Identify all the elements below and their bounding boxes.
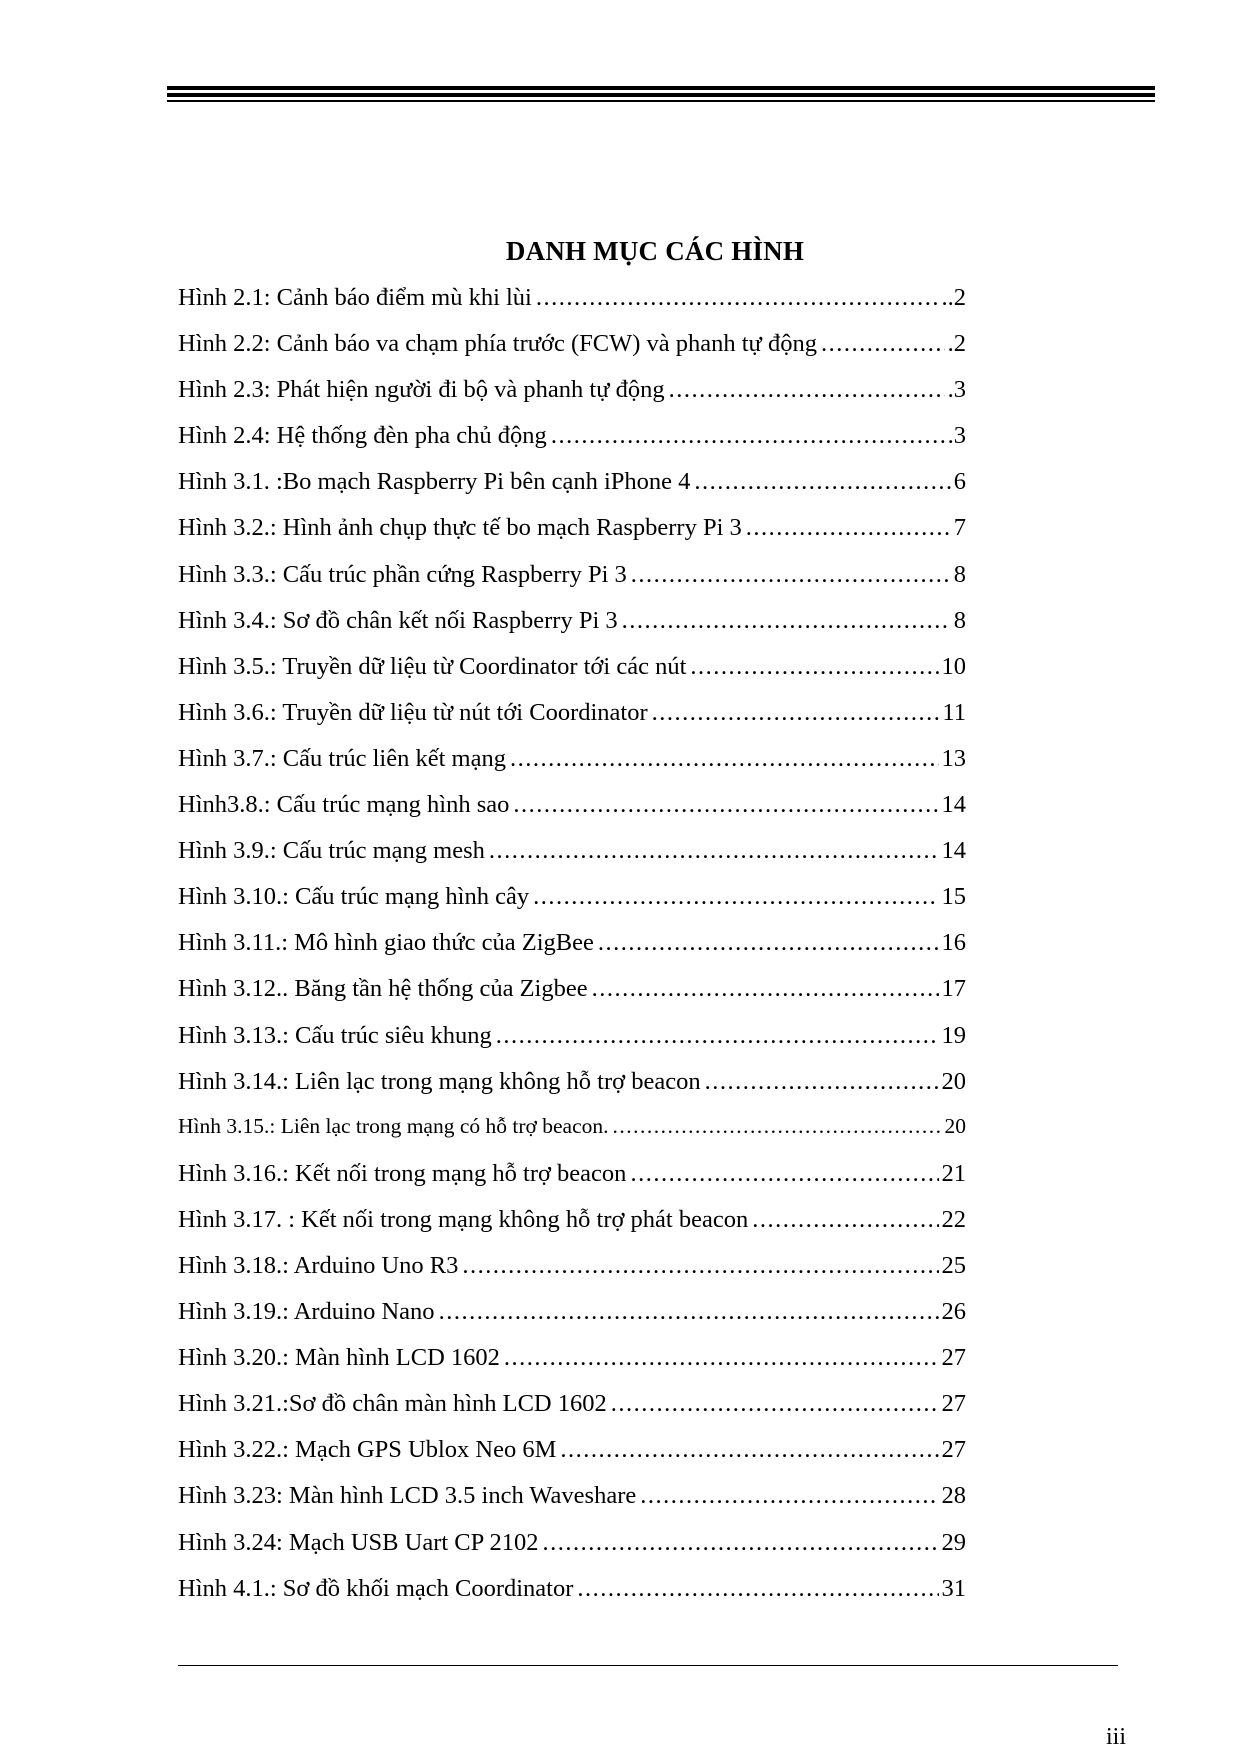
figure-caption: Hình 3.13.: Cấu trúc siêu khung xyxy=(178,1021,492,1049)
dot-leader xyxy=(652,699,940,727)
dot-leader xyxy=(622,607,951,635)
figure-page-number: 27 xyxy=(941,1436,966,1464)
figure-list-item[interactable] xyxy=(178,837,966,883)
dot-leader xyxy=(496,1022,939,1050)
figure-caption: Hình 3.22.: Mạch GPS Ublox Neo 6M xyxy=(178,1436,557,1464)
figure-caption: Hình 3.4.: Sơ đồ chân kết nối Raspberry Pi 3 xyxy=(178,606,618,634)
dot-leader xyxy=(577,1575,938,1603)
dot-leader xyxy=(536,284,939,312)
figure-list-item[interactable] xyxy=(178,1252,966,1298)
figure-list-item[interactable] xyxy=(178,699,966,745)
figure-caption: Hình 3.9.: Cấu trúc mạng mesh xyxy=(178,837,485,865)
figure-caption: Hình 3.3.: Cấu trúc phần cứng Raspberry Pi 3 xyxy=(178,560,627,588)
figure-list-item[interactable] xyxy=(178,1206,966,1252)
figure-page-number: 31 xyxy=(941,1574,966,1602)
figure-page-number: 29 xyxy=(941,1528,966,1556)
figure-caption: Hình 3.23: Màn hình LCD 3.5 inch Waveshare xyxy=(178,1482,637,1510)
dot-leader xyxy=(551,422,945,450)
figure-page-number: .2 xyxy=(947,330,966,358)
figure-caption: Hình 2.3: Phát hiện người đi bộ và phanh tự động xyxy=(178,376,665,404)
dot-leader xyxy=(542,1529,938,1557)
figure-caption: Hình 3.20.: Màn hình LCD 1602 xyxy=(178,1344,500,1372)
figure-page-number: 8 xyxy=(953,606,966,634)
figure-list-item[interactable] xyxy=(178,883,966,929)
figure-caption: Hình3.8.: Cấu trúc mạng hình sao xyxy=(178,791,510,819)
figure-page-number: 7 xyxy=(953,514,966,542)
dot-leader xyxy=(631,561,951,589)
page-title: DANH MỤC CÁC HÌNH xyxy=(505,236,805,266)
figure-caption: Hình 3.17. : Kết nối trong mạng không hỗ trợ phát beacon xyxy=(178,1205,749,1233)
figure-caption: Hình 2.4: Hệ thống đèn pha chủ động xyxy=(178,422,547,450)
figure-list-item[interactable] xyxy=(178,1575,966,1621)
figure-caption: Hình 3.16.: Kết nối trong mạng hỗ trợ beacon xyxy=(178,1159,627,1187)
dot-leader xyxy=(821,330,945,358)
figure-list-item[interactable] xyxy=(178,745,966,791)
figure-list-item[interactable] xyxy=(178,376,966,422)
figure-page-number: ..2 xyxy=(941,284,966,311)
figure-page-number: 25 xyxy=(941,1251,966,1279)
figure-caption: Hình 3.5.: Truyền dữ liệu từ Coordinator tới các nút xyxy=(178,652,687,680)
dot-leader xyxy=(513,791,938,819)
figure-list-item[interactable] xyxy=(178,1160,966,1206)
figure-page-number: .3 xyxy=(947,422,966,450)
dot-leader xyxy=(592,975,939,1003)
figure-page-number: 27 xyxy=(941,1390,966,1418)
figure-caption: Hình 3.18.: Arduino Uno R3 xyxy=(178,1251,459,1279)
figure-list-item[interactable] xyxy=(178,1068,966,1114)
figure-list-item[interactable] xyxy=(178,1114,966,1160)
dot-leader xyxy=(640,1482,938,1510)
figure-list-item[interactable] xyxy=(178,330,966,376)
figure-caption: Hình 3.12.. Băng tần hệ thống của Zigbee xyxy=(178,975,588,1003)
figure-page-number: 21 xyxy=(941,1159,966,1187)
dot-leader xyxy=(752,1206,938,1234)
header-rule-bottom xyxy=(167,100,1155,102)
figure-list-item[interactable] xyxy=(178,653,966,699)
figure-page-number: 26 xyxy=(941,1298,966,1326)
dot-leader xyxy=(598,929,939,957)
figure-caption: Hình 3.21.:Sơ đồ chân màn hình LCD 1602 xyxy=(178,1390,607,1418)
dot-leader xyxy=(504,1344,939,1372)
dot-leader xyxy=(705,1068,939,1096)
figure-list-item[interactable] xyxy=(178,561,966,607)
figure-caption: Hình 3.7.: Cấu trúc liên kết mạng xyxy=(178,744,506,772)
figure-caption: Hình 3.11.: Mô hình giao thức của ZigBee xyxy=(178,929,594,957)
figure-list-item[interactable] xyxy=(178,1529,966,1575)
figure-caption: Hình 3.6.: Truyền dữ liệu từ nút tới Coordinator xyxy=(178,698,648,726)
figure-page-number: 14 xyxy=(941,791,966,819)
dot-leader xyxy=(510,745,939,773)
figure-caption: Hình 4.1.: Sơ đồ khối mạch Coordinator xyxy=(178,1574,574,1602)
figure-page-number: 8 xyxy=(953,560,966,588)
figure-page-number: 28 xyxy=(941,1482,966,1510)
figure-caption: Hình 3.19.: Arduino Nano xyxy=(178,1298,435,1326)
figure-list-item[interactable] xyxy=(178,468,966,514)
dot-leader xyxy=(630,1160,938,1188)
figure-page-number: 11 xyxy=(942,698,966,726)
figure-page-number: 6 xyxy=(953,468,966,496)
figure-page-number: 22 xyxy=(941,1205,966,1233)
dot-leader xyxy=(611,1390,939,1418)
dot-leader xyxy=(462,1252,938,1280)
figure-list-item[interactable] xyxy=(178,791,966,837)
figure-page-number: 13 xyxy=(941,744,966,772)
figure-list xyxy=(178,284,966,1621)
figure-list-item[interactable] xyxy=(178,284,966,330)
figure-page-number: 20 xyxy=(944,1113,966,1138)
dot-leader xyxy=(690,653,938,681)
figure-page-number: .3 xyxy=(947,376,966,404)
figure-list-item[interactable] xyxy=(178,607,966,653)
figure-caption: Hình 3.14.: Liên lạc trong mạng không hỗ trợ beacon xyxy=(178,1067,701,1095)
figure-list-item[interactable] xyxy=(178,1298,966,1344)
figure-list-item[interactable] xyxy=(178,929,966,975)
dot-leader xyxy=(694,468,950,496)
figure-list-item[interactable] xyxy=(178,1482,966,1528)
figure-page-number: 14 xyxy=(941,837,966,865)
figure-page-number: 17 xyxy=(941,975,966,1003)
figure-list-item[interactable] xyxy=(178,422,966,468)
figure-caption: Hình 3.2.: Hình ảnh chụp thực tế bo mạch Raspberry Pi 3 xyxy=(178,514,742,542)
figure-page-number: 20 xyxy=(941,1067,966,1095)
figure-list-item[interactable] xyxy=(178,514,966,560)
header-rule-middle xyxy=(167,93,1155,97)
dot-leader xyxy=(439,1298,939,1326)
header-rule-top xyxy=(167,86,1155,90)
figure-caption: Hình 3.10.: Cấu trúc mạng hình cây xyxy=(178,883,530,911)
dot-leader xyxy=(533,883,938,911)
dot-leader xyxy=(560,1436,938,1464)
figure-list-item[interactable] xyxy=(178,975,966,1021)
figure-list-item[interactable] xyxy=(178,1022,966,1068)
figure-caption: Hình 3.1. :Bo mạch Raspberry Pi bên cạnh iPhone 4 xyxy=(178,468,691,496)
figure-page-number: 10 xyxy=(941,652,966,680)
dot-leader xyxy=(746,514,951,542)
page-number: iii xyxy=(1106,1724,1127,1750)
footer-rule xyxy=(178,1665,1118,1666)
dot-leader xyxy=(489,837,939,865)
figure-caption: Hình 2.1: Cảnh báo điểm mù khi lùi xyxy=(178,284,532,311)
figure-list-item[interactable] xyxy=(178,1390,966,1436)
figure-page-number: 16 xyxy=(941,929,966,957)
figure-page-number: 19 xyxy=(941,1021,966,1049)
figure-list-item[interactable] xyxy=(178,1344,966,1390)
figure-page-number: 15 xyxy=(941,883,966,911)
figure-caption: Hình 2.2: Cảnh báo va chạm phía trước (FCW) và phanh tự động xyxy=(178,330,817,358)
figure-page-number: 27 xyxy=(941,1344,966,1372)
dot-leader xyxy=(669,376,945,404)
figure-caption: Hình 3.24: Mạch USB Uart CP 2102 xyxy=(178,1528,539,1556)
figure-list-item[interactable] xyxy=(178,1436,966,1482)
figure-caption: Hình 3.15.: Liên lạc trong mạng có hỗ trợ beacon. xyxy=(178,1113,609,1138)
dot-leader xyxy=(613,1114,942,1139)
